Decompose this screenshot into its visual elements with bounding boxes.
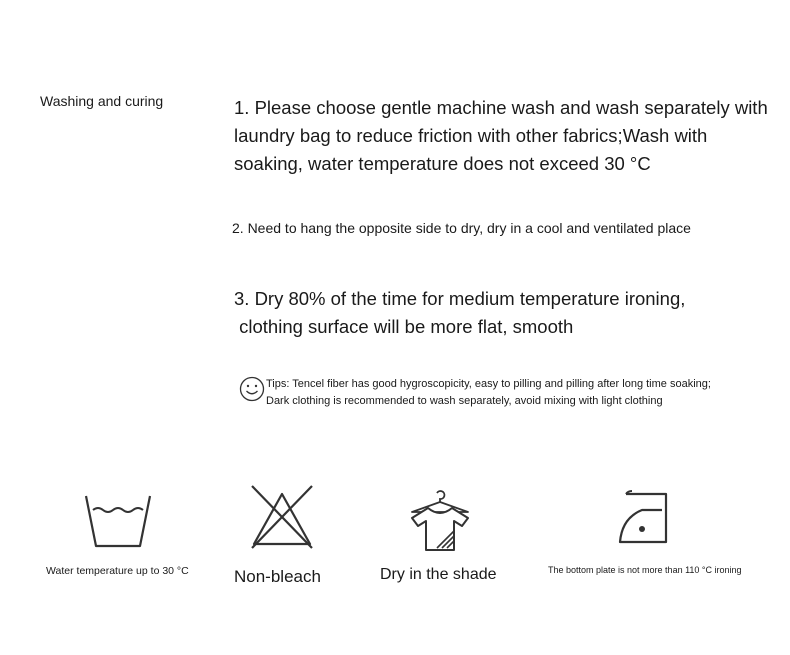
care-label-dry: Dry in the shade	[380, 566, 497, 583]
care-label-bleach: Non-bleach	[234, 567, 321, 586]
smiley-icon	[239, 376, 265, 402]
tips-text: Tips: Tencel fiber has good hygroscopicity, easy to pilling and pilling after long time soaking; Dark clothing is recommended to wash separately, avoid mixing with light clothing	[266, 378, 711, 407]
care-label-iron: The bottom plate is not more than 110 °C ironing	[548, 565, 742, 575]
no-bleach-icon	[248, 482, 316, 550]
care-label-wash: Water temperature up to 30 °C	[46, 565, 189, 577]
wash-basin-icon	[84, 488, 152, 556]
step-3-text: 3. Dry 80% of the time for medium temperature ironing, clothing surface will be more flat, smooth	[234, 288, 686, 337]
dry-in-shade-icon	[406, 486, 474, 554]
section-label: Washing and curing	[40, 93, 164, 109]
step-2-text: 2. Need to hang the opposite side to dry, dry in a cool and ventilated place	[232, 220, 691, 236]
iron-icon	[614, 488, 682, 556]
step-1-text: 1. Please choose gentle machine wash and wash separately with laundry bag to reduce friction with other fabrics;Wash with soaking, water temperature does not exceed 30 °C	[234, 97, 768, 174]
